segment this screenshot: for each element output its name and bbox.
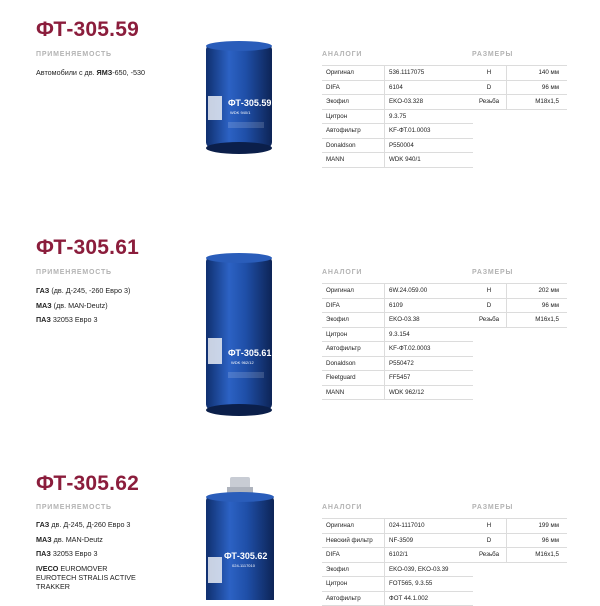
table-row: MANN WDK 962/12 bbox=[322, 385, 473, 400]
applicability-item: ПАЗ 32053 Евро 3 bbox=[36, 315, 98, 324]
oil-filter-image bbox=[198, 252, 282, 420]
table-row: Резьба M18x1,5 bbox=[472, 95, 567, 110]
filter-sublabel: WDK 962/12 bbox=[231, 360, 254, 365]
table-row: Оригинал 6W.24.059.00 bbox=[322, 284, 473, 299]
filter-label: ФТ-305.62 bbox=[224, 551, 268, 561]
table-row: Невский фильтр NF-3509 bbox=[322, 533, 473, 548]
table-row: D 96 мм bbox=[472, 533, 567, 548]
applicability-list bbox=[36, 284, 186, 328]
table-row: H 199 мм bbox=[472, 519, 567, 534]
analogs-label: АНАЛОГИ bbox=[322, 504, 363, 511]
table-row: DIFA 6102/1 bbox=[322, 548, 473, 563]
table-row: Цитрон FOT565, 9.3.55 bbox=[322, 577, 473, 592]
sizes-table bbox=[472, 65, 567, 110]
oil-filter-image bbox=[200, 475, 280, 600]
filter-sublabel: WDK 940/1 bbox=[230, 110, 251, 115]
product-title: ФТ-305.61 bbox=[36, 236, 139, 259]
table-row: Fleetguard FF5457 bbox=[322, 371, 473, 386]
analogs-table bbox=[322, 65, 473, 168]
analogs-label: АНАЛОГИ bbox=[322, 269, 363, 276]
table-row: DIFA 6109 bbox=[322, 298, 473, 313]
filter-sublabel: 024-1117010 bbox=[232, 563, 255, 568]
applicability-item: ПАЗ 32053 Евро 3 bbox=[36, 549, 98, 558]
table-row: Резьба M16x1,5 bbox=[472, 313, 567, 328]
applicability-item: МАЗ дв. MAN-Deutz bbox=[36, 534, 103, 544]
table-row: Автофильтр KF-ФТ.01.0003 bbox=[322, 124, 473, 139]
applicability-list bbox=[36, 66, 186, 81]
applicability-item: ГАЗ дв. Д-245, Д-260 Евро 3 bbox=[36, 520, 131, 529]
table-row: Экофил EKO-03.38 bbox=[322, 313, 473, 328]
applicability-item: Автомобили с дв. ЯМЗ-650, -530 bbox=[36, 68, 145, 77]
filter-label: ФТ-305.61 bbox=[228, 348, 272, 358]
table-row: H 140 мм bbox=[472, 66, 567, 81]
sizes-label: РАЗМЕРЫ bbox=[472, 269, 514, 276]
product-card bbox=[0, 218, 600, 458]
table-row: H 202 мм bbox=[472, 284, 567, 299]
sizes-label: РАЗМЕРЫ bbox=[472, 504, 514, 511]
applicability-list bbox=[36, 518, 186, 591]
table-row: Экофил EKO-03.328 bbox=[322, 95, 473, 110]
table-row: Цитрон 9.3.75 bbox=[322, 109, 473, 124]
applicability-label: ПРИМЕНЯЕМОСТЬ bbox=[36, 269, 112, 276]
table-row: Оригинал 536.1117075 bbox=[322, 66, 473, 81]
table-row: Резьба M16x1,5 bbox=[472, 548, 567, 563]
sizes-table bbox=[472, 518, 567, 563]
oil-filter-image bbox=[198, 40, 282, 160]
table-row: Оригинал 024-1117010 bbox=[322, 519, 473, 534]
product-card bbox=[0, 0, 600, 215]
table-row: Donaldson P550472 bbox=[322, 356, 473, 371]
product-title: ФТ-305.62 bbox=[36, 472, 139, 495]
table-row: Экофил EKO-039, EKO-03.39 bbox=[322, 562, 473, 577]
sizes-table bbox=[472, 283, 567, 328]
table-row: D 96 мм bbox=[472, 80, 567, 95]
product-title: ФТ-305.59 bbox=[36, 18, 139, 41]
applicability-item: IVECO EUROMOVER EUROTECH STRALIS ACTIVE TRAKKER bbox=[36, 563, 136, 591]
table-row: Автофильтр ФОТ 44.1.002 bbox=[322, 591, 473, 606]
table-row: DIFA 6104 bbox=[322, 80, 473, 95]
table-row: D 96 мм bbox=[472, 298, 567, 313]
table-row: Цитрон 9.3.154 bbox=[322, 327, 473, 342]
applicability-label: ПРИМЕНЯЕМОСТЬ bbox=[36, 51, 112, 58]
table-row: MANN WDK 940/1 bbox=[322, 153, 473, 168]
analogs-table bbox=[322, 518, 473, 606]
analogs-table bbox=[322, 283, 473, 400]
filter-label: ФТ-305.59 bbox=[228, 98, 272, 108]
table-row: Автофильтр KF-ФТ.02.0003 bbox=[322, 342, 473, 357]
applicability-label: ПРИМЕНЯЕМОСТЬ bbox=[36, 504, 112, 511]
applicability-item: МАЗ (дв. MAN-Deutz) bbox=[36, 300, 108, 310]
sizes-label: РАЗМЕРЫ bbox=[472, 51, 514, 58]
applicability-item: ГАЗ (дв. Д-245, -260 Евро 3) bbox=[36, 286, 131, 295]
analogs-label: АНАЛОГИ bbox=[322, 51, 363, 58]
product-card bbox=[0, 455, 600, 600]
table-row: Donaldson P550004 bbox=[322, 138, 473, 153]
